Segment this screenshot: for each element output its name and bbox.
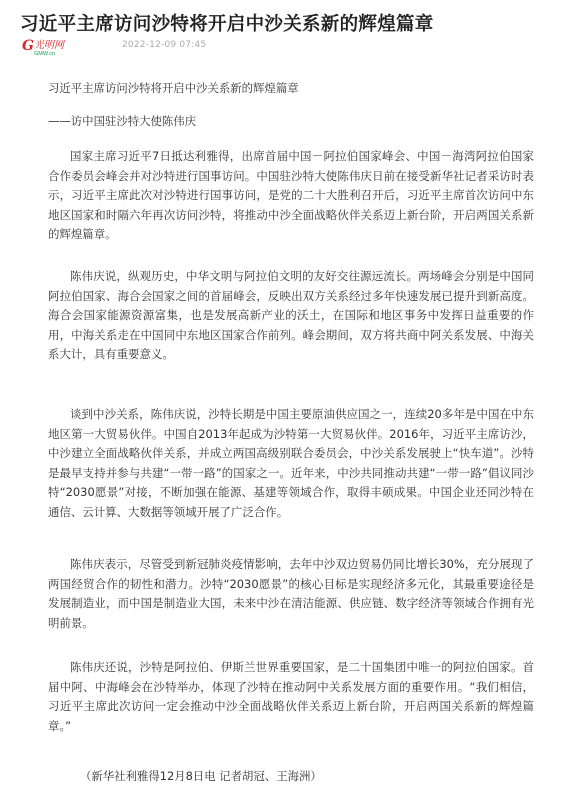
svg-text:GMW.cn: GMW.cn bbox=[34, 51, 56, 56]
paragraph-4: 陈伟庆表示，尽管受到新冠肺炎疫情影响，去年中沙双边贸易仍同比增长30%，充分展现了两国经贸合作的韧性和潜力。沙特“2030愿景”的核心目标是实现经济多元化，其最重要途径是发展制造业，而中国是制造业大国，未来中沙在清洁能源、供应链、数字经济等领域合作拥有光明前景。 bbox=[48, 557, 534, 630]
logo-text: 光明网 bbox=[34, 40, 64, 51]
paragraph-5: 陈伟庆还说，沙特是阿拉伯、伊斯兰世界重要国家，是二十国集团中唯一的阿拉伯国家。首届中阿、中海峰会在沙特举办，体现了沙特在推动阿中关系发展方面的重要作用。“我们相信，习近平主席此次访问一定会推动中沙全面战略伙伴关系迈上新台阶，开启两国关系新的辉煌篇章。” bbox=[48, 660, 534, 733]
gmw-logo[interactable] bbox=[20, 36, 112, 56]
paragraph-1: 国家主席习近平7日抵达利雅得，出席首届中国－阿拉伯国家峰会、中国－海湾阿拉伯国家合作委员会峰会并对沙特进行国事访问。中国驻沙特大使陈伟庆日前在接受新华社记者采访时表示，习近平主席此次对沙特进行国事访问，是党的二十大胜利召开后，习近平主席首次访问中东地区国家和时隔六年再次访问沙特，将推动中沙全面战略伙伴关系迈上新台阶，开启两国关系新的辉煌篇章。 bbox=[48, 149, 534, 241]
subtitle-line: 习近平主席访问沙特将开启中沙关系新的辉煌篇章 bbox=[48, 81, 299, 95]
paragraph-2: 陈伟庆说，纵观历史，中华文明与阿拉伯文明的友好交往源远流长。两场峰会分别是中国同阿拉伯国家、海合会国家之间的首届峰会，反映出双方关系经过多年快速发展已提升到新高度。海合会国家能源资源富集，也是发展高新产业的沃土，在国际和地区事务中发挥日益重要的作用，中海关系走在中国同中东地区国家合作前列。峰会期间，双方将共商中阿关系发展、中海关系大计，具有重要意义。 bbox=[48, 269, 534, 361]
news-source: （新华社利雅得12月8日电 记者胡冠、王海洲） bbox=[80, 769, 322, 783]
byline: ——访中国驻沙特大使陈伟庆 bbox=[48, 114, 197, 128]
publish-date: 2022-12-09 07:45 bbox=[122, 40, 207, 50]
svg-text:G: G bbox=[22, 38, 34, 54]
article-title: 习近平主席访问沙特将开启中沙关系新的辉煌篇章 bbox=[20, 14, 434, 35]
gmw-logo-icon bbox=[20, 36, 112, 56]
paragraph-3: 谈到中沙关系，陈伟庆说，沙特长期是中国主要原油供应国之一，连续20多年是中国在中东地区第一大贸易伙伴。中国自2013年起成为沙特第一大贸易伙伴。2016年，习近平主席访沙，中沙建立全面战略伙伴关系，并成立两国高级别联合委员会，中沙关系发展驶上“快车道”。沙特是最早支持并参与共建“一带一路”的国家之一。近年来，中沙共同推动共建“一带一路”倡议同沙特“2030愿景”对接，不断加强在能源、基建等领域合作，取得丰硕成果。中国企业还同沙特在通信、云计算、大数据等领域开展了广泛合作。 bbox=[48, 407, 534, 519]
